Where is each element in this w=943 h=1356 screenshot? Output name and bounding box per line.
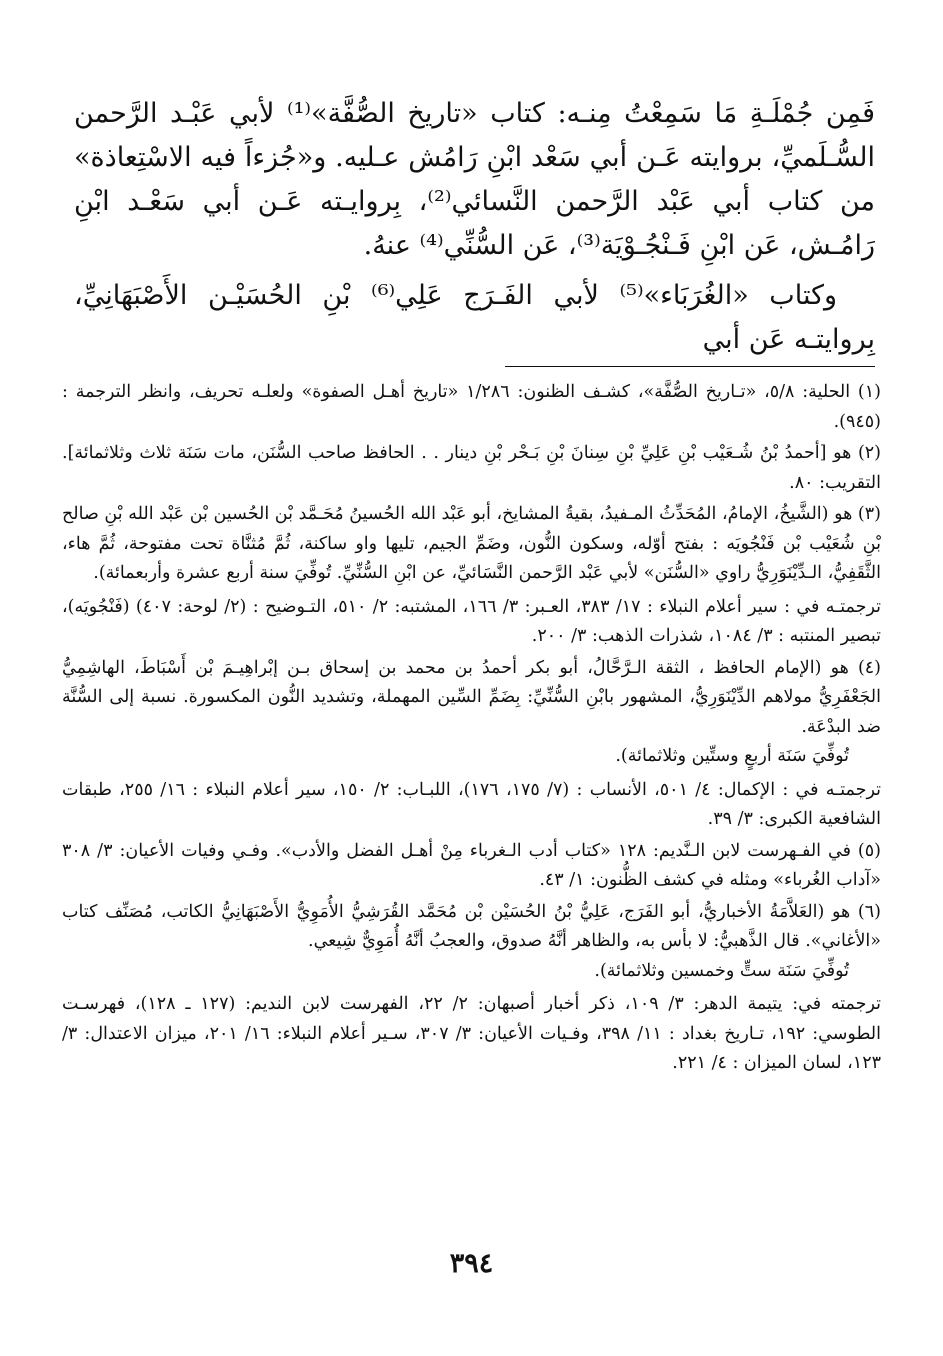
- page-number: ٣٩٤: [449, 1248, 494, 1279]
- footnote-4: [62, 654, 881, 835]
- footnote-2-text: (٢) هو [أحمدُ بْنُ شُـعَيْب بْنِ عَلِيِّ بْنِ سِنانَ بْنِ بَـحْر بْنِ دينار . . الحافظ صاحب السُّنَن، مات سَنَة ثلاث وثلاثمائة]. التقريب: ٨٠.: [62, 443, 881, 493]
- main-paragraph-2: وكتاب «الغُرَبَاء»⁽⁵⁾ لأبي الفَـرَج عَلِي⁽⁶⁾ بْنِ الحُسَيْـن الأَصْبَهَانِيِّ، بِروايتـه عَن أبي: [74, 280, 875, 355]
- footnote-6: [62, 898, 881, 1079]
- footnote-4-death: تُوفِّيَ سَنَة أربعٍ وستِّين وثلاثمائة).: [615, 746, 849, 766]
- footnote-6-death: تُوفِّيَ سَنَة ستٍّ وخمسين وثلاثمائة).: [594, 960, 849, 981]
- footnote-3-text: (٣) هو (الشَّيخُ، الإمامُ، المُحَدِّثُ المـفيدُ، بقيةُ المشايخ، أبو عَبْد الله الحُسينُ مُحَـمَّد بْن الحُسين بْن عَبْد الله بْنِ صالح بْنِ شُعَيْب بْن فَنْجُويَه : بفتح أوّله، وسكون النُّون، وضَمِّ الجيم، تليها واو ساكنة، ثُمَّ مُثنَّاة تحت مفتوحة، ثُمَّ هاء، الثَّقَفِيُّ، الـدِّيْنَوَرِيُّ راوي «السُّنَن» لأبي عَبْد الرَّحمن النَّسَائيِّ، عن ابْنِ السُّنِّيِّ. تُوفِّيَ سنة أربع عشرة وأربعمائة).: [62, 504, 881, 583]
- footnote-separator: [505, 366, 875, 367]
- footnote-5-text: (٥) في الفـهرست لابن الـنَّديم: ١٢٨ «كتاب أدب الـغرباء مِنْ أهـل الفضل والأدب». وفـي وفيات الأعيان: ٣/ ٣٠٨ «آداب الغُرباء» ومثله في كشف الظُّنون: ١/ ٤٣.: [62, 840, 881, 890]
- footnotes: [62, 378, 881, 1079]
- footnote-6-references: ترجمته في: يتيمة الدهر: ٣/ ١٠٩، ذكر أخبار أصبهان: ٢/ ٢٢، الفهرست لابن النديم: (١٢٧ ـ ١٢٨)، فهرسـت الطوسي: ١٩٢، تـاريخ بغداد : ١١/ ٣٩٨، وفـيات الأعيان: ٣/ ٣٠٧، سـير أعلام النبلاء: ١٦/ ٢٠١، ميزان الاعتدال: ٣/ ١٢٣، لسان الميزان : ٤/ ٢٢١.: [62, 994, 881, 1073]
- footnote-6-text: (٦) هو (العَلاَّمَةُ الأخباريُّ، أبو الفَرَج، عَلِيُّ بْنُ الحُسَيْن بْن مُحَمَّد القُرَشِيُّ الأُمَوِيُّ الأَصْبَهَانِيُّ الكاتب، مُصَنِّف كتاب «الأغاني». قال الذَّهبيُّ: لا بأس به، والظاهر أنَّهُ صدوق، والعجبُ أنَّهُ أُمَوِيٌّ شِيعي.: [62, 901, 881, 951]
- footnote-2: [62, 439, 881, 498]
- footnote-5: [62, 837, 881, 896]
- footnote-4-text: (٤) هو (الإمام الحافظ ، الثقة الـرَّحَّالُ، أبو بكر أحمدُ بن محمد بن إسحاق بـن إبْراهِيـمَ بْن أَسْبَاطَ، الهاشِمِيُّ الجَعْفَرِيُّ مولاهم الدِّيْنَوَرِيُّ، المشهور بابْنِ السُّنِّيِّ: بِضَمِّ السِّين المهملة، وتشديد النُّون المكسورة. نسبة إلى السُّنَّة ضد البدْعَة.: [62, 657, 881, 737]
- footnote-3: [62, 500, 881, 652]
- footnote-1: [62, 378, 881, 437]
- main-paragraph-1: فَمِن جُمْلَـةِ مَا سَمِعْتُ مِنـه: كتاب «تاريخ الصُّفَّة»⁽¹⁾ لأبي عَبْـد الرَّحمن السُّـلَميِّ، بروايته عَـن أبي سَعْد ابْنِ رَامُش عـليه. و«جُزءاً فيه الاسْتِعاذة» من كتاب أبي عَبْد الرَّحمن النَّسائي⁽²⁾، بِروايـته عَـن أبي سَعْـد ابْنِ رَامُـش، عَن ابْنِ فَـنْجُـوْيَة⁽³⁾، عَن السُّنِّي⁽⁴⁾ عنهُ.: [74, 98, 876, 261]
- main-text: [74, 92, 875, 362]
- footnote-4-references: ترجمتـه في : الإكمال: ٤/ ٥٠١، الأنساب : (٧/ ١٧٥، ١٧٦)، اللبـاب: ٢/ ١٥٠، سير أعلام النبلاء : ١٦/ ٢٥٥، طبقات الشافعية الكبرى: ٣/ ٣٩.: [62, 779, 882, 829]
- footnote-1-text: (١) الحلية: ٥/٨، «تـاريخ الصُّفَّة»، كشـف الظنون: ١/٢٨٦ «تاريخ أهـل الصفوة» ولعلـه تحريف، وانظر الترجمة : (٩٤٥).: [62, 382, 881, 432]
- footnote-3-references: ترجمتـه في : سير أعلام النبلاء : ١٧/ ٣٨٣، العـبر: ٣/ ١٦٦، المشتبه: ٢/ ٥١٠، التـوضيح : (٢/ لوحة: ٤٠٧) (فَنْجُويَه)، تبصير المنتبه : ٣/ ١٠٨٤، شذرات الذهب: ٣/ ٢٠٠.: [62, 596, 881, 646]
